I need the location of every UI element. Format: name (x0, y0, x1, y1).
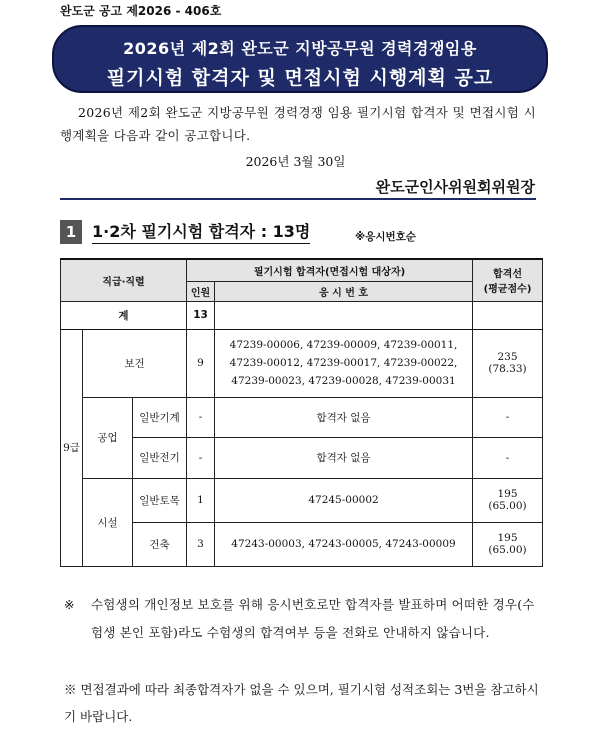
subseries-cell: 건축 (133, 522, 187, 566)
numbers-line: 47239-00023, 47239-00028, 47239-00031 (231, 375, 456, 387)
cutoff-average: (65.00) (488, 500, 527, 512)
note-mark: ※ (64, 597, 75, 612)
grade-cell: 9급 (61, 329, 83, 566)
result-note (64, 676, 542, 730)
total-count: 13 (187, 301, 215, 329)
numbers-cell: 47243-00003, 47243-00005, 47243-00009 (215, 522, 473, 566)
cutoff-cell (473, 329, 543, 397)
section-title: 1·2차 필기시험 합격자 : 13명 (92, 219, 310, 244)
series-cell: 공업 (83, 397, 133, 478)
notice-date: 2026년 3월 30일 (245, 154, 346, 169)
count-cell: - (187, 397, 215, 437)
total-label: 계 (61, 301, 187, 329)
numbers-line: 47239-00006, 47239-00009, 47239-00011, (229, 339, 458, 351)
cutoff-score: 195 (497, 488, 518, 500)
cutoff-cell: - (473, 397, 543, 437)
table-row (61, 329, 543, 397)
result-note-text: ※ 면접결과에 따라 최종합격자가 없을 수 있으며, 필기시험 성적조회는 3번을 참고하시기 바랍니다. (64, 682, 539, 724)
cutoff-average: (65.00) (488, 544, 527, 556)
section-note: ※응시번호순 (355, 231, 416, 243)
count-cell: 1 (187, 478, 215, 522)
cutoff-average: (78.33) (488, 363, 527, 375)
header-cutoff-sub: (평균점수) (483, 284, 532, 296)
numbers-line: 47239-00012, 47239-00017, 47239-00022, (229, 357, 458, 369)
numbers-cell: 합격자 없음 (215, 397, 473, 437)
series-cell: 보건 (83, 329, 187, 397)
header-count: 인원 (187, 281, 215, 301)
numbers-cell: 47245-00002 (215, 478, 473, 522)
subseries-cell: 일반전기 (133, 437, 187, 478)
numbers-cell (215, 329, 473, 397)
total-numbers (215, 301, 473, 329)
cutoff-score: 235 (497, 351, 518, 363)
count-cell: 9 (187, 329, 215, 397)
count-cell: - (187, 437, 215, 478)
table-row (61, 478, 543, 522)
cutoff-cell: - (473, 437, 543, 478)
header-group: 필기시험 합격자(면접시험 대상자) (187, 259, 473, 281)
numbers-cell: 합격자 없음 (215, 437, 473, 478)
cutoff-cell (473, 522, 543, 566)
subseries-cell: 일반기계 (133, 397, 187, 437)
notice-number: 완도군 공고 제2026 - 406호 (60, 4, 222, 18)
results-table (60, 258, 543, 567)
privacy-note (64, 591, 542, 647)
table-row (61, 437, 543, 478)
header-cutoff (473, 259, 543, 301)
signature: 완도군인사위원회위원장 (375, 178, 535, 196)
series-cell: 시설 (83, 478, 133, 566)
intro-paragraph: 2026년 제2회 완도군 지방공무원 경력경쟁 임용 필기시험 합격자 및 면접시험 시행계획을 다음과 같이 공고합니다. (60, 105, 536, 143)
section-number-badge: 1 (60, 220, 82, 244)
cutoff-score: 195 (497, 532, 518, 544)
header-category: 직급·직렬 (61, 259, 187, 301)
header-numbers: 응 시 번 호 (215, 281, 473, 301)
total-cutoff (473, 301, 543, 329)
header-cutoff-label: 합격선 (493, 269, 522, 281)
subseries-cell: 일반토목 (133, 478, 187, 522)
title-line-2: 필기시험 합격자 및 면접시험 시행계획 공고 (106, 67, 494, 89)
cutoff-cell (473, 478, 543, 522)
title-line-1: 2026년 제2회 완도군 지방공무원 경력경쟁임용 (123, 39, 477, 58)
title-banner (52, 25, 548, 93)
signature-underline (60, 198, 536, 200)
table-row (61, 522, 543, 566)
count-cell: 3 (187, 522, 215, 566)
table-row (61, 397, 543, 437)
privacy-note-text: 수험생의 개인정보 보호를 위해 응시번호로만 합격자를 발표하며 어떠한 경우(수험생 본인 포함)라도 수험생의 합격여부 등을 전화로 안내하지 않습니다. (91, 597, 535, 640)
